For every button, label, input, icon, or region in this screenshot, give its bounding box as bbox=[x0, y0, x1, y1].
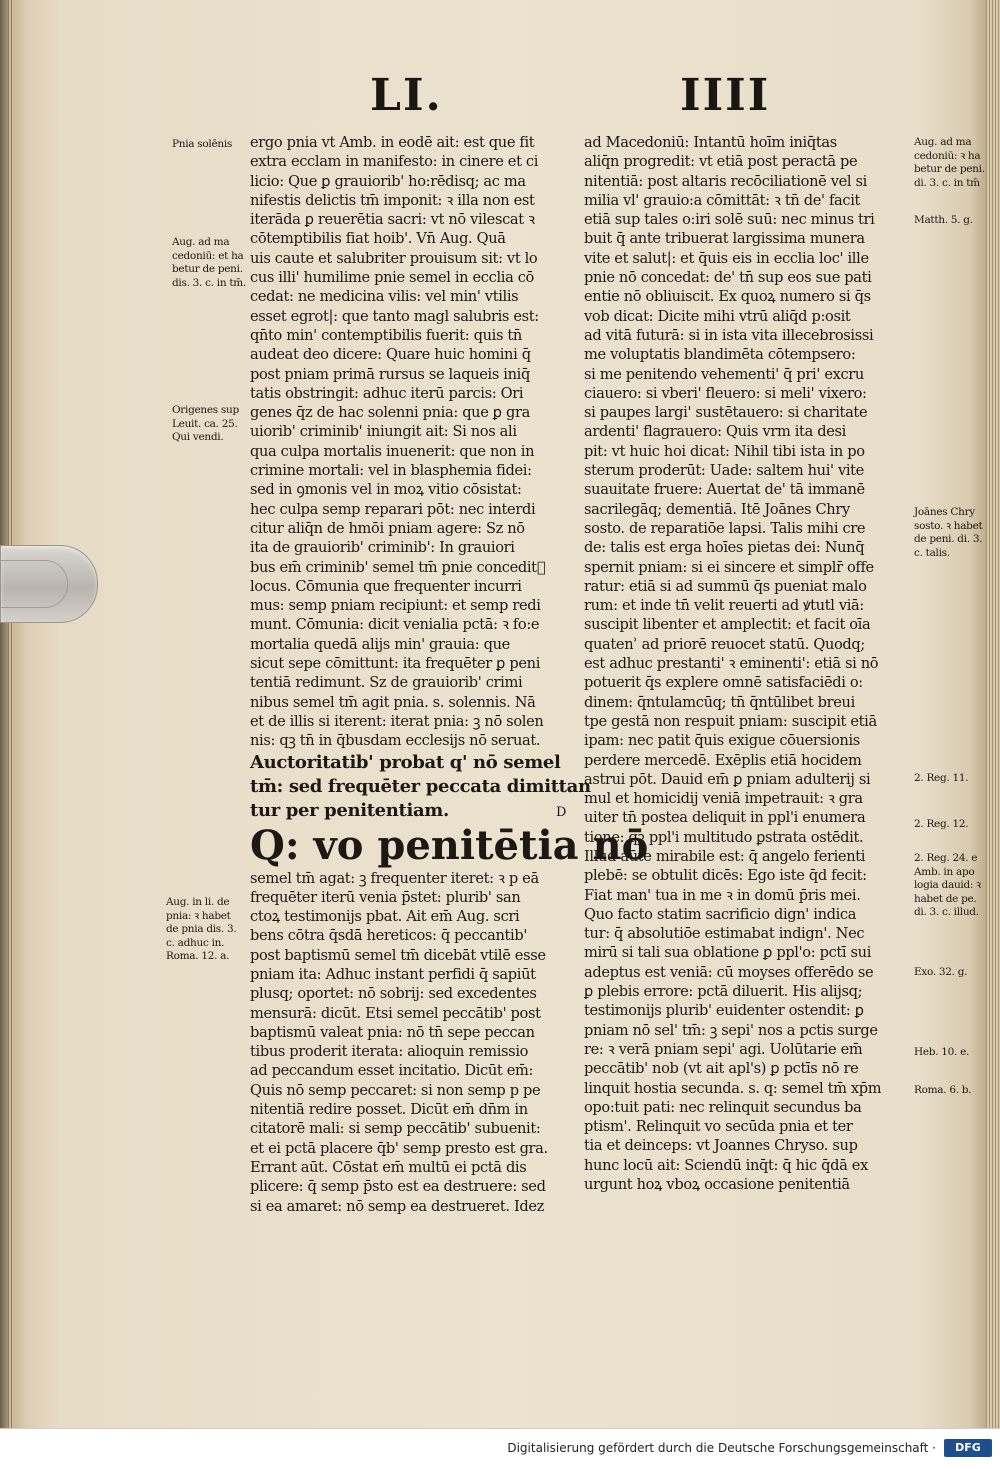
text-line: vob dicat: Dicite mihi vtrū aliq̄d p:osit bbox=[584, 307, 851, 325]
text-line: hec culpa semp reparari pōt: nec interdi bbox=[250, 500, 536, 518]
note-line: Roma. 6. b. bbox=[914, 1084, 972, 1096]
text-line: ad vitā futurā: si in ista vita illecebrosissi bbox=[584, 326, 874, 344]
text-line: tatis obstringit: adhuc iterū parcis: Ori bbox=[250, 384, 524, 402]
text-line: mensurā: dicūt. Etsi semel peccātib' post bbox=[250, 1004, 541, 1022]
text-line: entie nō obliuiscit. Ex quoꝝ numero si q̄s bbox=[584, 288, 871, 306]
rubric-line: Auctoritatib' probat q' nō semel bbox=[250, 751, 561, 773]
note-line: 2. Reg. 12. bbox=[914, 818, 969, 830]
note-line: sosto. ꝛ habet bbox=[914, 519, 983, 532]
text-line: Illud aūte mirabile est: q̄ angelo ferienti bbox=[584, 847, 866, 865]
text-line: munt. Cōmunia: dicit venialia pctā: ꝛ fo:e bbox=[250, 616, 540, 634]
text-line: post baptismū semel tm̄ dicebāt vtilē esse bbox=[250, 946, 546, 964]
text-line: cōtemptibilis fiat hoib'. Vn̄ Aug. Quā bbox=[250, 230, 506, 248]
text-column-right bbox=[584, 133, 914, 1194]
paper-clip-inner bbox=[1, 560, 68, 608]
note-line: Pnia solēnis bbox=[172, 138, 232, 150]
text-line: Fiat man' tua in me ꝛ in domū p̄ris mei. bbox=[584, 886, 861, 904]
margin-note bbox=[914, 1084, 971, 1098]
text-line: opo:tuit pati: nec relinquit secundus ba bbox=[584, 1098, 862, 1116]
text-line: dinem: q̄ntulamcūq; tn̄ q̄ntūlibet breui bbox=[584, 693, 855, 711]
text-line: nifestis delictis tm̄ imponit: ꝛ illa non est bbox=[250, 191, 535, 209]
text-line: crimine mortali: vel in blasphemia fidei: bbox=[250, 462, 532, 480]
text-line: rum: et inde tn̄ velit reuerti ad ꝟtutl viā: bbox=[584, 597, 864, 615]
margin-note bbox=[914, 818, 968, 832]
page-stack-right bbox=[986, 0, 1000, 1429]
text-line: locus. Cōmunia que frequenter incurri bbox=[250, 577, 522, 595]
note-line: Aug. in li. de bbox=[166, 896, 230, 908]
text-line: si paupes largi' sustētauero: si charitate bbox=[584, 404, 868, 422]
note-line: habet de pe. bbox=[914, 892, 977, 905]
text-line: pnie nō concedat: de' tn̄ sup eos sue pati bbox=[584, 269, 872, 287]
text-line: milia vl' grauio:a cōmittāt: ꝛ tn̄ de' facit bbox=[584, 191, 861, 209]
text-line: tur: q̄ absolutiōe estimabat indign'. Nec bbox=[584, 925, 865, 943]
margin-note bbox=[914, 214, 973, 228]
footer-bar bbox=[0, 1428, 1000, 1469]
margin-note bbox=[172, 138, 232, 152]
text-line: peccātib' nob (vt ait apl's) ꝑ pctīs nō re bbox=[584, 1060, 859, 1078]
note-line: pnia: ꝛ habet bbox=[166, 909, 231, 922]
text-line: pniam ita: Adhuc instant perfidi q̄ sapiūt bbox=[250, 965, 536, 983]
text-line: baptismū valeat pnia: nō tn̄ sepe peccan bbox=[250, 1023, 535, 1041]
margin-note bbox=[914, 966, 967, 980]
text-line: cus illi' humilime pnie semel in ecclia cō bbox=[250, 269, 534, 287]
text-line: testimonijs plurib' euidenter ostendit: ꝑ bbox=[584, 1002, 864, 1020]
text-line: pniam nō sel' tm̄: ꝫ sepi' nos a pctis surge bbox=[584, 1021, 878, 1039]
text-line: esset egrot|: que tanto magl salubris est: bbox=[250, 307, 539, 325]
text-line: tibus proderit iterata: alioquin remissio bbox=[250, 1043, 529, 1061]
note-line: Qui vendi. bbox=[172, 431, 224, 443]
margin-note bbox=[166, 896, 236, 964]
note-line: Aug. ad ma bbox=[172, 236, 230, 248]
note-line: Leuit. ca. 25. bbox=[172, 417, 238, 430]
text-line: mul et homicidij veniā impetrauit: ꝛ gra bbox=[584, 790, 863, 808]
note-line: di. 3. c. in tm̄ bbox=[914, 176, 980, 189]
margin-note bbox=[914, 506, 982, 560]
margin-note bbox=[172, 404, 239, 445]
text-line: plebē: se obtulit dicēs: Ego iste q̄d fecit: bbox=[584, 867, 867, 885]
text-line: genes q̄z de hac solenni pnia: que ꝑ gra bbox=[250, 404, 530, 422]
text-line: cedat: ne medicina vilis: vel min' vtilis bbox=[250, 288, 519, 306]
text-line: post pniam primā rursus se laqueis iniq̄ bbox=[250, 365, 530, 383]
note-line: 2. Reg. 11. bbox=[914, 772, 969, 784]
text-line: ad Macedoniū: Intantū hoīm iniq̄tas bbox=[584, 134, 837, 151]
text-line: astrui pōt. Dauid em̄ ꝑ pniam adulterij si bbox=[584, 770, 871, 788]
text-line: ad peccandum esset incitatio. Dicūt em̄: bbox=[250, 1062, 534, 1080]
text-line: extra ecclam in manifesto: in cinere et ci bbox=[250, 153, 539, 171]
text-line: semel tm̄ agat: ꝫ frequenter iteret: ꝛ p eā bbox=[250, 869, 539, 887]
page-stack-left bbox=[8, 0, 14, 1429]
text-line: uiter tn̄ postea deliquit in ppl'i enumera bbox=[584, 809, 866, 827]
text-line: qn̄to min' contemptibilis fuerit: quis tn̄ bbox=[250, 326, 522, 344]
margin-note bbox=[172, 236, 246, 290]
note-line: Joānes Chry bbox=[914, 506, 975, 518]
text-line: sed in ꝯmonis vel in moꝝ vitio cōsistat: bbox=[250, 481, 522, 499]
section-letter: D bbox=[556, 805, 567, 820]
rubric-line: tm̄: sed frequēter peccata dimittan bbox=[250, 775, 591, 797]
note-line: c. adhuc in. bbox=[166, 936, 225, 949]
note-line: Matth. 5. g. bbox=[914, 214, 973, 226]
text-line: etiā sup tales o:iri solē suū: nec minus tri bbox=[584, 211, 875, 229]
note-line: betur de peni. bbox=[172, 263, 243, 275]
text-line: Errant aūt. Cōstat em̄ multū ei pctā dis bbox=[250, 1158, 527, 1176]
text-line: tentiā redimunt. Sz de grauiorib' crimi bbox=[250, 674, 523, 692]
text-line: tione: qꝫ ppl'i multitudo ꝑstrata ostēdit. bbox=[584, 828, 864, 846]
text-line: spernit pniam: si ei sincere et simplr̄ offe bbox=[584, 558, 874, 576]
note-line: 2. Reg. 24. e bbox=[914, 852, 978, 864]
text-line: sterum proderūt: Uade: saltem hui' vite bbox=[584, 462, 864, 480]
text-line: bens cōtra q̄sdā hereticos: q̄ peccantib' bbox=[250, 927, 527, 945]
text-line: hunc locū ait: Sciendū inq̄t: q̄ hic q̄dā ex bbox=[584, 1156, 868, 1174]
note-line: cedoniū: et ha bbox=[172, 249, 244, 262]
text-column-left bbox=[250, 133, 649, 1216]
text-line: mortalia quedā alijs min' grauia: que bbox=[250, 635, 510, 653]
text-line: et de illis si iterent: iterat pnia: ꝫ nō solen bbox=[250, 712, 544, 730]
text-line: me voluptatis blandimēta cōtempsero: bbox=[584, 346, 856, 364]
text-line: mirū si tali sua oblatione ꝑ ppl'o: pctī sui bbox=[584, 944, 872, 962]
text-line: suscipit libenter et amplectit: et facit oīa bbox=[584, 616, 871, 634]
text-line: ctoꝝ testimonijs pbat. Ait em̄ Aug. scri bbox=[250, 908, 520, 926]
text-line: ciauero: si vberi' fleuero: si meli' vixero: bbox=[584, 384, 867, 402]
footer-credit: Digitalisierung gefördert durch die Deutsche Forschungsgemeinschaft · bbox=[507, 1441, 936, 1455]
note-line: de pnia dis. 3. bbox=[166, 923, 237, 935]
text-line: perdere mercedē. Exēplis etiā hocidem bbox=[584, 751, 862, 769]
text-line: licio: Que ꝑ grauiorib' ho:rēdisq; ac ma bbox=[250, 172, 526, 190]
text-line: ardenti' flagrauero: Quis vrm ita desi bbox=[584, 423, 846, 441]
text-line: Quis nō semp peccaret: si non semp p pe bbox=[250, 1081, 541, 1099]
paper-clip bbox=[0, 545, 98, 623]
text-line: ergo pnia vt Amb. in eodē ait: est que fit bbox=[250, 134, 535, 151]
text-line: si ea amaret: nō semp ea destrueret. Idez bbox=[250, 1197, 544, 1215]
note-line: betur de peni. bbox=[914, 163, 985, 175]
text-line: qua culpa mortalis inuenerit: que non in bbox=[250, 442, 535, 460]
text-line: nibus semel tm̄ agit pnia. s. solennis. Nā bbox=[250, 693, 536, 711]
text-line: nitentiā redire posset. Dicūt em̄ dn̄m in bbox=[250, 1101, 528, 1119]
text-line: ptism'. Relinquit vo secūda pnia et ter bbox=[584, 1118, 853, 1136]
text-line: suauitate fruere: Auertat de' tā immanē bbox=[584, 481, 865, 499]
text-line: bus em̄ criminib' semel tm̄ pnie conceditᷣ bbox=[250, 558, 546, 576]
text-line: quatenʾ ad priorē reuocet statū. Quodq; bbox=[584, 635, 865, 653]
note-line: Heb. 10. e. bbox=[914, 1046, 970, 1058]
margin-note bbox=[914, 772, 968, 786]
text-line: ratur: etiā si ad summū q̄s pueniat malo bbox=[584, 577, 867, 595]
dfg-logo: DFG bbox=[944, 1439, 992, 1457]
note-line: Roma. 12. a. bbox=[166, 950, 230, 962]
note-line: Amb. in apo bbox=[914, 865, 975, 878]
text-line: iterāda ꝑ reuerētia sacri: vt nō vilescat ꝛ bbox=[250, 211, 535, 229]
text-line: buit q̄ ante tribuerat largissima munera bbox=[584, 230, 865, 248]
text-line: ipam: nec patit q̄uis exigue cōuersionis bbox=[584, 732, 860, 750]
text-line: re: ꝛ verā pniam sepi' agi. Uolūtarie em̄ bbox=[584, 1040, 863, 1058]
text-line: uiorib' criminib' iniungit ait: Si nos ali bbox=[250, 423, 517, 441]
text-line: audeat deo dicere: Quare huic homini q̄ bbox=[250, 346, 531, 364]
note-line: Aug. ad ma bbox=[914, 136, 972, 148]
text-line: plicere: q̄ semp p̄sto est ea destruere: sed bbox=[250, 1178, 546, 1196]
text-line: est adhuc prestanti' ꝛ eminenti': etiā si nō bbox=[584, 655, 879, 673]
margin-note bbox=[914, 1046, 969, 1060]
folio-number-left: LI. bbox=[370, 70, 443, 121]
rubric-line: tur per penitentiam. bbox=[250, 799, 449, 821]
text-line: si me penitendo vehementi' q̄ pri' excru bbox=[584, 365, 864, 383]
note-line: de peni. di. 3. bbox=[914, 533, 983, 545]
note-line: Exo. 32. g. bbox=[914, 966, 968, 978]
text-line: et ei pctā placere q̄b' semp presto est gra. bbox=[250, 1139, 548, 1157]
initial-heading-line: Q: vo penitētia nō bbox=[250, 821, 649, 869]
text-line: citatorē mali: si semp peccātib' subuenit: bbox=[250, 1120, 541, 1138]
note-line: cedoniū: ꝛ ha bbox=[914, 149, 981, 162]
text-line: linquit hostia secunda. s. q: semel tm̄ xp̄m bbox=[584, 1079, 882, 1097]
text-line: vite et salut|: et q̄uis eis in ecclia loc' ille bbox=[584, 249, 869, 267]
text-line: tia et deinceps: vt Joannes Chryso. sup bbox=[584, 1137, 858, 1155]
text-line: plusq; oportet: nō sobrij: sed excedentes bbox=[250, 985, 537, 1003]
text-line: nitentiā: post altaris recōciliationē vel si bbox=[584, 172, 867, 190]
note-line: di. 3. c. illud. bbox=[914, 906, 979, 918]
text-line: uis caute et salubriter prouisum sit: vt lo bbox=[250, 249, 538, 267]
text-line: sacrilegāq; dementiā. Itē Joānes Chry bbox=[584, 500, 850, 518]
text-line: Quo facto statim sacrificio dign' indica bbox=[584, 905, 857, 923]
text-line: frequēter iterū venia p̄stet: plurib' san bbox=[250, 888, 521, 906]
text-line: tpe gestā non respuit pniam: suscipit etiā bbox=[584, 712, 877, 730]
note-line: Origenes sup bbox=[172, 404, 239, 416]
text-line: urgunt hoꝝ vboꝝ occasione penitentiā bbox=[584, 1176, 850, 1194]
note-line: dis. 3. c. in tm̄. bbox=[172, 276, 246, 289]
text-line: de: talis est erga hoīes pietas dei: Nunq̄ bbox=[584, 539, 865, 557]
text-line: aliq̄n progredit: vt etiā post peractā pe bbox=[584, 153, 858, 171]
text-line: adeptus est veniā: cū moyses offerēdo se bbox=[584, 963, 874, 981]
note-line: logia dauid: ꝛ bbox=[914, 879, 981, 891]
text-line: sicut sepe cōmittunt: ita frequēter ꝑ peni bbox=[250, 655, 541, 673]
text-line: sosto. de reparatiōe lapsi. Talis mihi cre bbox=[584, 519, 866, 537]
margin-note bbox=[914, 852, 981, 920]
margin-note bbox=[914, 136, 985, 190]
text-line: nis: qꝫ tn̄ in q̄busdam ecclesijs nō seruat. bbox=[250, 732, 541, 750]
text-line: ꝑ plebis errore: pctā diluerit. His alijsq; bbox=[584, 983, 863, 1001]
folio-number-right: IIII bbox=[680, 70, 771, 121]
text-line: ita de grauiorib' criminib': In grauiori bbox=[250, 539, 515, 557]
text-line: citur aliq̄n de hmōi pniam agere: Sz nō bbox=[250, 519, 525, 537]
text-line: potuerit q̄s explere omnē satisfaciēdi o: bbox=[584, 674, 863, 692]
text-line: mus: semp pniam recipiunt: et semp redi bbox=[250, 597, 541, 615]
note-line: c. talis. bbox=[914, 546, 950, 559]
text-line: pit: vt huic hoi dicat: Nihil tibi ista in po bbox=[584, 442, 865, 460]
